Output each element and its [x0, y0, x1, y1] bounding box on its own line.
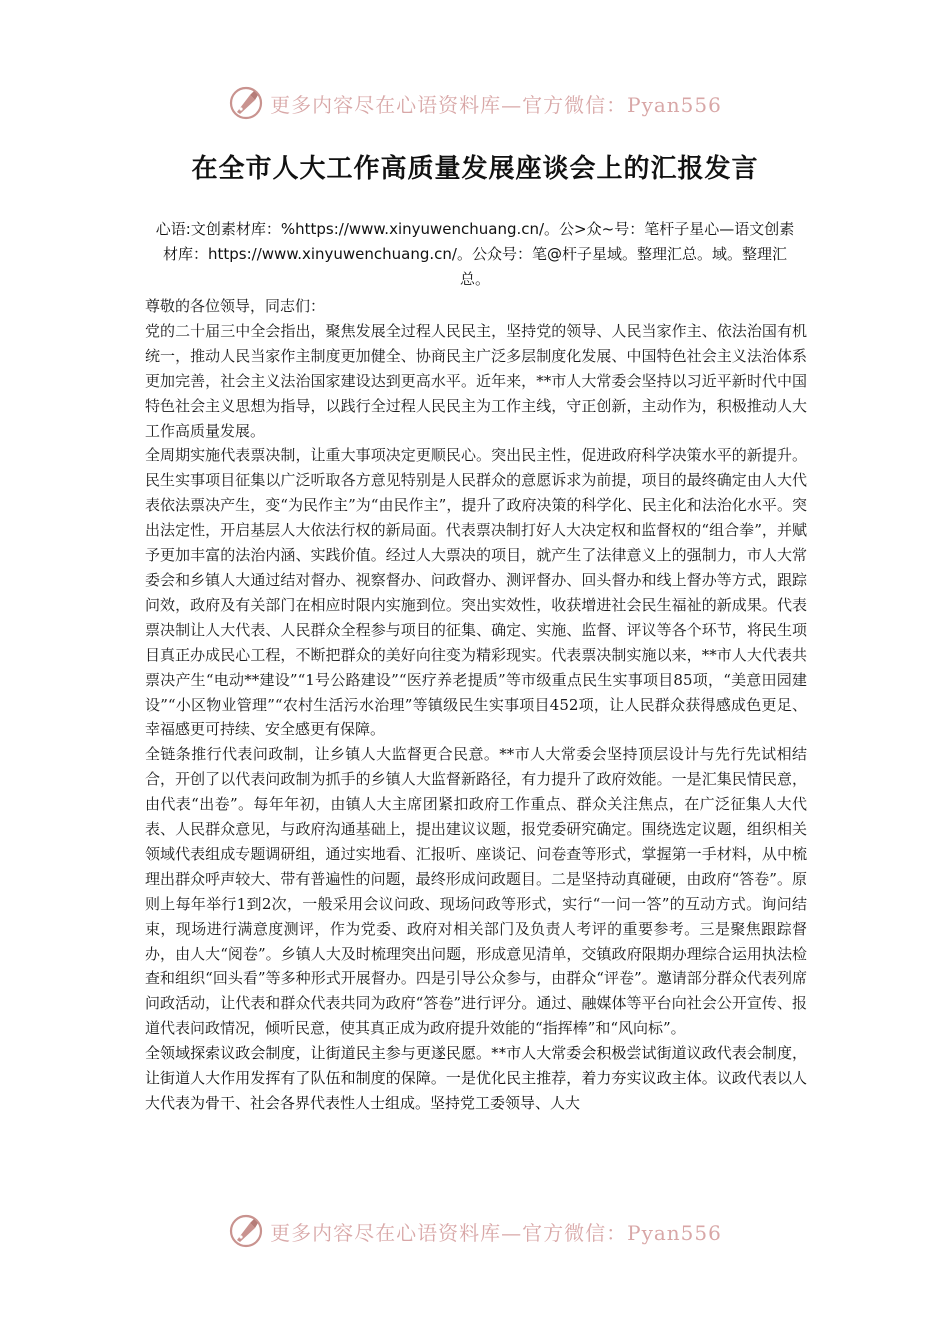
document-title: 在全市人大工作高质量发展座谈会上的汇报发言 — [191, 154, 759, 184]
watermark-text: 心语:文创素材库：%https://www.xinyuwenchuang.cn/。公>众~号：笔杆子星心—语文创素材库：https://www.xinyuwenchuang.cn/。公众号：笔@杆子星域。整理汇总。域。整理汇总。 — [155, 220, 795, 288]
pen-nib-logo-icon — [228, 85, 264, 121]
footer-banner — [0, 1208, 950, 1254]
document-body — [145, 294, 807, 1116]
salutation-paragraph: 尊敬的各位领导，同志们： — [145, 297, 326, 315]
body-paragraph: 全领域探索议政会制度，让街道民主参与更遂民愿。**市人大常委会积极尝试街道议政代表会制度，让街道人大作用发挥有了队伍和制度的保障。一是优化民主推荐，着力夯实议政主体。议政代表以人大代表为骨干、社会各界代表性人士组成。坚持党工委领导、人大 — [145, 1044, 807, 1112]
body-paragraph: 党的二十届三中全会指出，聚焦发展全过程人民民主，坚持党的领导、人民当家作主、依法治国有机统一，推动人民当家作主制度更加健全、协商民主广泛多层制度化发展、中国特色社会主义法治体系更加完善，社会主义法治国家建设达到更高水平。近年来，**市人大常委会坚持以习近平新时代中国特色社会主义思想为指导，以践行全过程人民民主为工作主线，守正创新，主动作为，积极推动人大工作高质量发展。 — [145, 321, 807, 440]
banner-content — [228, 1213, 722, 1249]
banner-content — [228, 85, 722, 121]
header-banner — [0, 80, 950, 126]
body-paragraph: 全周期实施代表票决制，让重大事项决定更顺民心。突出民主性，促进政府科学决策水平的新提升。民生实事项目征集以广泛听取各方意见特别是人民群众的意愿诉求为前提，项目的最终确定由人大代表依法票决产生，变“为民作主”为“由民作主”，提升了政府决策的科学化、民主化和法治化水平。突出法定性，开启基层人大依法行权的新局面。代表票决制打好人大决定权和监督权的“组合拳”，并赋予更加丰富的法治内涵、实践价值。经过人大票决的项目，就产生了法律意义上的强制力，市人大常委会和乡镇人大通过结对督办、视察督办、问政督办、测评督办、回头督办和线上督办等方式，跟踪问效，政府及有关部门在相应时限内实施到位。突出实效性，收获增进社会民生福祉的新成果。代表票决制让人大代表、人民群众全程参与项目的征集、确定、实施、监督、评议等各个环节，将民生项目真正办成民心工程，不断把群众的美好向往变为精彩现实。代表票决制实施以来，**市人大代表共票决产生“电动**建设”“1号公路建设”“医疗养老提质”等市级重点民生实事项目85项，“美意田园建设”“小区物业管理”“农村生活污水治理”等镇级民生实事项目452项，让人民群众获得感成色更足、幸福感更可持续、安全感更有保障。 — [145, 446, 807, 739]
banner-text: 更多内容尽在心语资料库—官方微信：Pyan556 — [270, 92, 722, 117]
banner-text: 更多内容尽在心语资料库—官方微信：Pyan556 — [270, 1220, 722, 1245]
body-paragraph: 全链条推行代表问政制，让乡镇人大监督更合民意。**市人大常委会坚持顶层设计与先行先试相结合，开创了以代表问政制为抓手的乡镇人大监督新路径，有力提升了政府效能。一是汇集民情民意，由代表“出卷”。每年年初，由镇人大主席团紧扣政府工作重点、群众关注焦点，在广泛征集人大代表、人民群众意见，与政府沟通基础上，提出建议议题，报党委研究确定。围绕选定议题，组织相关领域代表组成专题调研组，通过实地看、汇报听、座谈记、问卷查等形式，掌握第一手材料，从中梳理出群众呼声较大、带有普遍性的问题，最终形成问政题目。二是坚持动真碰硬，由政府“答卷”。原则上每年举行1到2次，一般采用会议问政、现场问政等形式，实行“一问一答”的互动方式。询问结束，现场进行满意度测评，作为党委、政府对相关部门及负责人考评的重要参考。三是聚焦跟踪督办，由人大“阅卷”。乡镇人大及时梳理突出问题，形成意见清单，交镇政府限期办理综合运用执法检查和组织“回头看”等多种形式开展督办。四是引导公众参与，由群众“评卷”。邀请部分群众代表列席问政活动，让代表和群众代表共同为政府“答卷”进行评分。通过、融媒体等平台向社会公开宣传、报道代表问政情况，倾听民意，使其真正成为政府提升效能的“指挥棒”和“风向标”。 — [145, 745, 807, 1038]
pen-nib-logo-icon — [228, 1213, 264, 1249]
